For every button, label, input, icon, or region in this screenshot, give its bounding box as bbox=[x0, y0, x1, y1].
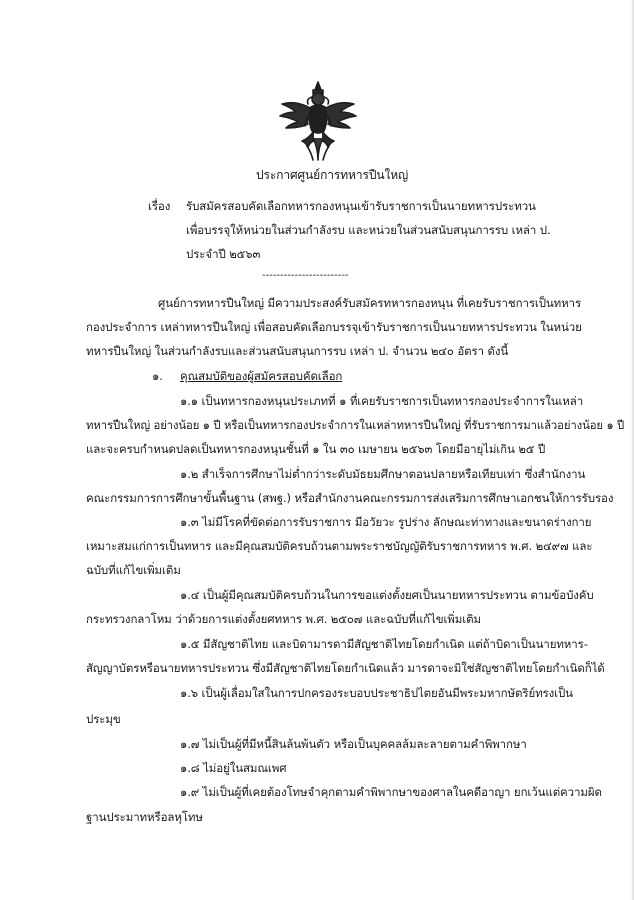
qualification-line: ๑.๓ ไม่มีโรคที่ขัดต่อการรับราชการ มีอวัยวะ รูปร่าง ลักษณะท่าทางและขนาดร่างกาย bbox=[180, 515, 592, 529]
qualification-line: ๑.๑ เป็นทหารกองหนุนประเภทที่ ๑ ที่เคยรับราชการเป็นทหารกองประจำการในเหล่า bbox=[180, 394, 584, 408]
qualification-line: ทหารปืนใหญ่ อย่างน้อย ๑ ปี หรือเป็นทหารกองประจำการในเหล่าทหารปืนใหญ่ ที่รับราชการมาแล้วอย่างน้อย ๑ ปี bbox=[86, 418, 625, 432]
qualification-line: ๑.๒ สำเร็จการศึกษาไม่ต่ำกว่าระดับมัธยมศึกษาตอนปลายหรือเทียบเท่า ซึ่งสำนักงาน bbox=[180, 467, 586, 481]
qualification-line: คณะกรรมการการศึกษาขั้นพื้นฐาน (สพฐ.) หรือสำนักงานคณะกรรมการส่งเสริมการศึกษาเอกชนให้การรับรอง bbox=[86, 491, 614, 505]
qualification-line: และจะครบกำหนดปลดเป็นทหารกองหนุนชั้นที่ ๑ ใน ๓๐ เมษายน ๒๕๖๓ โดยมีอายุไม่เกิน ๒๕ ปี bbox=[86, 442, 546, 456]
divider-line: ------------------------ bbox=[262, 270, 349, 281]
subject-line: รับสมัครสอบคัดเลือกทหารกองหนุนเข้ารับราชการเป็นนายทหารประทวน bbox=[186, 199, 536, 213]
qualification-line: เหมาะสมแก่การเป็นทหาร และมีคุณสมบัติครบถ้วนตามพระราชบัญญัติรับราชการทหาร พ.ศ. ๒๔๙๗ และ bbox=[86, 539, 593, 553]
section-number: ๑. bbox=[152, 369, 163, 383]
subject-line: ประจำปี ๒๕๖๓ bbox=[186, 247, 261, 261]
intro-line: ศูนย์การทหารปืนใหญ่ มีความประสงค์รับสมัครทหารกองหนุน ที่เคยรับราชการเป็นทหาร bbox=[158, 296, 582, 310]
qualification-line: ฉบับที่แก้ไขเพิ่มเติม bbox=[86, 563, 181, 577]
qualification-line: สัญญาบัตรหรือนายทหารประทวน ซึ่งมีสัญชาติไทยโดยกำเนิดแล้ว มารดาจะมิใช่สัญชาติไทยโดยกำเนิดก็ได้ bbox=[86, 661, 605, 675]
subject-label: เรื่อง bbox=[148, 199, 171, 213]
intro-line: กองประจำการ เหล่าทหารปืนใหญ่ เพื่อสอบคัดเลือกบรรจุเข้ารับราชการเป็นนายทหารประทวน ในหน่วย bbox=[86, 320, 582, 334]
qualification-line: ๑.๔ เป็นผู้มีคุณสมบัติครบถ้วนในการขอแต่งตั้งยศเป็นนายทหารประทวน ตามข้อบังคับ bbox=[180, 588, 594, 602]
intro-line: ทหารปืนใหญ่ ในส่วนกำลังรบและส่วนสนับสนุนการรบ เหล่า ป. จำนวน ๒๔๐ อัตรา ดังนี้ bbox=[86, 344, 509, 358]
qualification-line: ๑.๖ เป็นผู้เลื่อมใสในการปกครองระบอบประชาธิปไตยอันมีพระมหากษัตริย์ทรงเป็น bbox=[180, 686, 573, 700]
qualification-line: ๑.๕ มีสัญชาติไทย และบิดามารดามีสัญชาติไทยโดยกำเนิด แต่ถ้าบิดาเป็นนายทหาร- bbox=[180, 637, 588, 651]
qualification-line: ประมุข bbox=[86, 712, 121, 726]
document-title: ประกาศศูนย์การทหารปืนใหญ่ bbox=[256, 168, 409, 182]
subject-line: เพื่อบรรจุให้หน่วยในส่วนกำลังรบ และหน่วยในส่วนสนับสนุนการรบ เหล่า ป. bbox=[186, 223, 551, 237]
garuda-emblem-icon bbox=[277, 80, 359, 164]
qualification-line: ๑.๗ ไม่เป็นผู้ที่มีหนี้สินล้นพ้นตัว หรือเป็นบุคคลล้มละลายตามคำพิพากษา bbox=[180, 737, 527, 751]
qualification-line: ๑.๙ ไม่เป็นผู้ที่เคยต้องโทษจำคุกตามคำพิพากษาของศาลในคดีอาญา ยกเว้นแต่ความผิด bbox=[180, 785, 602, 799]
qualification-line: ฐานประมาทหรือลหุโทษ bbox=[86, 810, 203, 824]
qualification-line: ๑.๘ ไม่อยู่ในสมณเพศ bbox=[180, 761, 287, 775]
qualification-line: กระทรวงกลาโหม ว่าด้วยการแต่งตั้งยศทหาร พ.ศ. ๒๕๐๗ และฉบับที่แก้ไขเพิ่มเติม bbox=[86, 612, 481, 626]
section-title: คุณสมบัติของผู้สมัครสอบคัดเลือก bbox=[180, 369, 343, 383]
